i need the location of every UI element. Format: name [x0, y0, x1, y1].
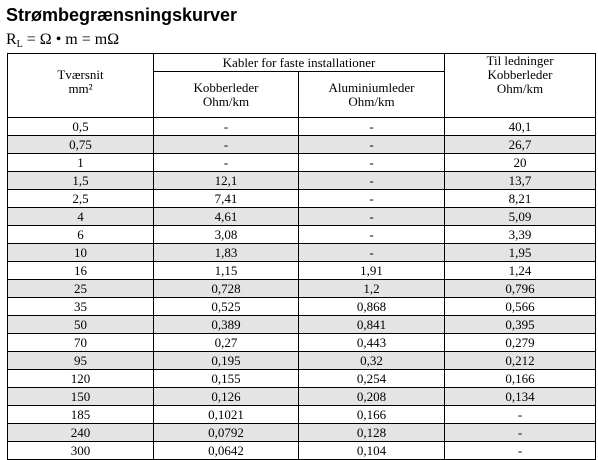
aluminium-ohm-cell: 0,166 [299, 406, 445, 424]
aluminium-ohm-cell: 1,2 [299, 280, 445, 298]
page-title: Strømbegrænsningskurver [6, 5, 238, 25]
wire-copper-ohm-cell: - [445, 424, 596, 442]
cross-section-cell: 0,5 [8, 118, 154, 136]
table-row [8, 172, 596, 190]
copper-ohm-cell: 0,728 [154, 280, 299, 298]
header-cross-section-unit: mm² [68, 81, 93, 96]
aluminium-ohm-cell: 0,443 [299, 334, 445, 352]
cross-section-cell: 4 [8, 208, 154, 226]
wire-copper-ohm-cell: 20 [445, 154, 596, 172]
table-row [8, 208, 596, 226]
header-copper-unit: Ohm/km [202, 93, 250, 109]
copper-ohm-cell: 7,41 [154, 190, 299, 208]
table-row [8, 316, 596, 334]
copper-ohm-cell: 3,08 [154, 226, 299, 244]
wire-copper-ohm-cell: 1,95 [445, 244, 596, 262]
wire-copper-ohm-cell: 0,279 [445, 334, 596, 352]
header-wires-label: Til ledninger [486, 53, 554, 68]
header-fixed-installation-cables: Kabler for faste installationer [154, 54, 445, 72]
header-copper-label: Kobberleder [193, 79, 259, 95]
copper-ohm-cell: 0,1021 [154, 406, 299, 424]
table-row [8, 118, 596, 136]
cross-section-cell: 185 [8, 406, 154, 424]
cross-section-cell: 6 [8, 226, 154, 244]
wire-copper-ohm-cell: 0,395 [445, 316, 596, 334]
wire-copper-ohm-cell: - [445, 406, 596, 424]
table-row [8, 154, 596, 172]
table-row [8, 442, 596, 460]
copper-ohm-cell: 0,27 [154, 334, 299, 352]
aluminium-ohm-cell: 0,868 [299, 298, 445, 316]
wire-copper-ohm-cell: 0,566 [445, 298, 596, 316]
formula-r: R [6, 31, 17, 48]
cross-section-cell: 70 [8, 334, 154, 352]
aluminium-ohm-cell: 0,128 [299, 424, 445, 442]
cross-section-cell: 1,5 [8, 172, 154, 190]
cross-section-cell: 240 [8, 424, 154, 442]
resistance-table [7, 53, 596, 460]
aluminium-ohm-cell: 1,91 [299, 262, 445, 280]
cross-section-cell: 50 [8, 316, 154, 334]
header-aluminium-unit: Ohm/km [348, 93, 395, 109]
wire-copper-ohm-cell: - [445, 442, 596, 460]
table-row [8, 262, 596, 280]
wire-copper-ohm-cell: 26,7 [445, 136, 596, 154]
table-body [8, 118, 596, 460]
copper-ohm-cell: 1,15 [154, 262, 299, 280]
wire-copper-ohm-cell: 1,24 [445, 262, 596, 280]
cross-section-cell: 35 [8, 298, 154, 316]
copper-ohm-cell: 12,1 [154, 172, 299, 190]
cross-section-cell: 1 [8, 154, 154, 172]
header-wires-copper-label: Kobberleder [487, 67, 553, 82]
copper-ohm-cell: - [154, 118, 299, 136]
cross-section-cell: 25 [8, 280, 154, 298]
header-wires-copper [445, 54, 596, 118]
copper-ohm-cell: 0,0642 [154, 442, 299, 460]
aluminium-ohm-cell: - [299, 136, 445, 154]
table-row [8, 244, 596, 262]
table-row [8, 388, 596, 406]
aluminium-ohm-cell: - [299, 118, 445, 136]
resistance-formula [6, 30, 119, 55]
table-row [8, 190, 596, 208]
header-cross-section-label: Tværsnit [57, 67, 104, 82]
wire-copper-ohm-cell: 8,21 [445, 190, 596, 208]
wire-copper-ohm-cell: 0,166 [445, 370, 596, 388]
table-row [8, 298, 596, 316]
aluminium-ohm-cell: 0,104 [299, 442, 445, 460]
header-cross-section [8, 54, 154, 118]
cross-section-cell: 95 [8, 352, 154, 370]
table-row [8, 226, 596, 244]
table-row [8, 424, 596, 442]
copper-ohm-cell: 0,195 [154, 352, 299, 370]
aluminium-ohm-cell: 0,254 [299, 370, 445, 388]
table-row [8, 136, 596, 154]
cross-section-cell: 120 [8, 370, 154, 388]
copper-ohm-cell: 0,155 [154, 370, 299, 388]
aluminium-ohm-cell: - [299, 208, 445, 226]
header-aluminium-label: Aluminiumleder [328, 79, 415, 95]
copper-ohm-cell: - [154, 154, 299, 172]
copper-ohm-cell: - [154, 136, 299, 154]
table-row [8, 352, 596, 370]
aluminium-ohm-cell: - [299, 226, 445, 244]
aluminium-ohm-cell: 0,208 [299, 388, 445, 406]
aluminium-ohm-cell: 0,841 [299, 316, 445, 334]
copper-ohm-cell: 1,83 [154, 244, 299, 262]
table-row [8, 280, 596, 298]
copper-ohm-cell: 0,525 [154, 298, 299, 316]
aluminium-ohm-cell: - [299, 154, 445, 172]
wire-copper-ohm-cell: 3,39 [445, 226, 596, 244]
formula-subscript: L [16, 39, 23, 50]
wire-copper-ohm-cell: 13,7 [445, 172, 596, 190]
header-aluminium-conductor [299, 72, 445, 118]
wire-copper-ohm-cell: 0,796 [445, 280, 596, 298]
wire-copper-ohm-cell: 0,212 [445, 352, 596, 370]
copper-ohm-cell: 0,0792 [154, 424, 299, 442]
header-wires-unit: Ohm/km [496, 81, 544, 96]
header-copper-conductor [154, 72, 299, 118]
aluminium-ohm-cell: 0,32 [299, 352, 445, 370]
cross-section-cell: 10 [8, 244, 154, 262]
copper-ohm-cell: 0,389 [154, 316, 299, 334]
cross-section-cell: 150 [8, 388, 154, 406]
wire-copper-ohm-cell: 5,09 [445, 208, 596, 226]
cross-section-cell: 16 [8, 262, 154, 280]
cross-section-cell: 0,75 [8, 136, 154, 154]
table-row [8, 334, 596, 352]
aluminium-ohm-cell: - [299, 190, 445, 208]
cross-section-cell: 300 [8, 442, 154, 460]
table-row [8, 406, 596, 424]
copper-ohm-cell: 0,126 [154, 388, 299, 406]
aluminium-ohm-cell: - [299, 172, 445, 190]
wire-copper-ohm-cell: 40,1 [445, 118, 596, 136]
formula-units: = Ω • m = mΩ [22, 31, 120, 48]
wire-copper-ohm-cell: 0,134 [445, 388, 596, 406]
cross-section-cell: 2,5 [8, 190, 154, 208]
table-row [8, 370, 596, 388]
aluminium-ohm-cell: - [299, 244, 445, 262]
copper-ohm-cell: 4,61 [154, 208, 299, 226]
